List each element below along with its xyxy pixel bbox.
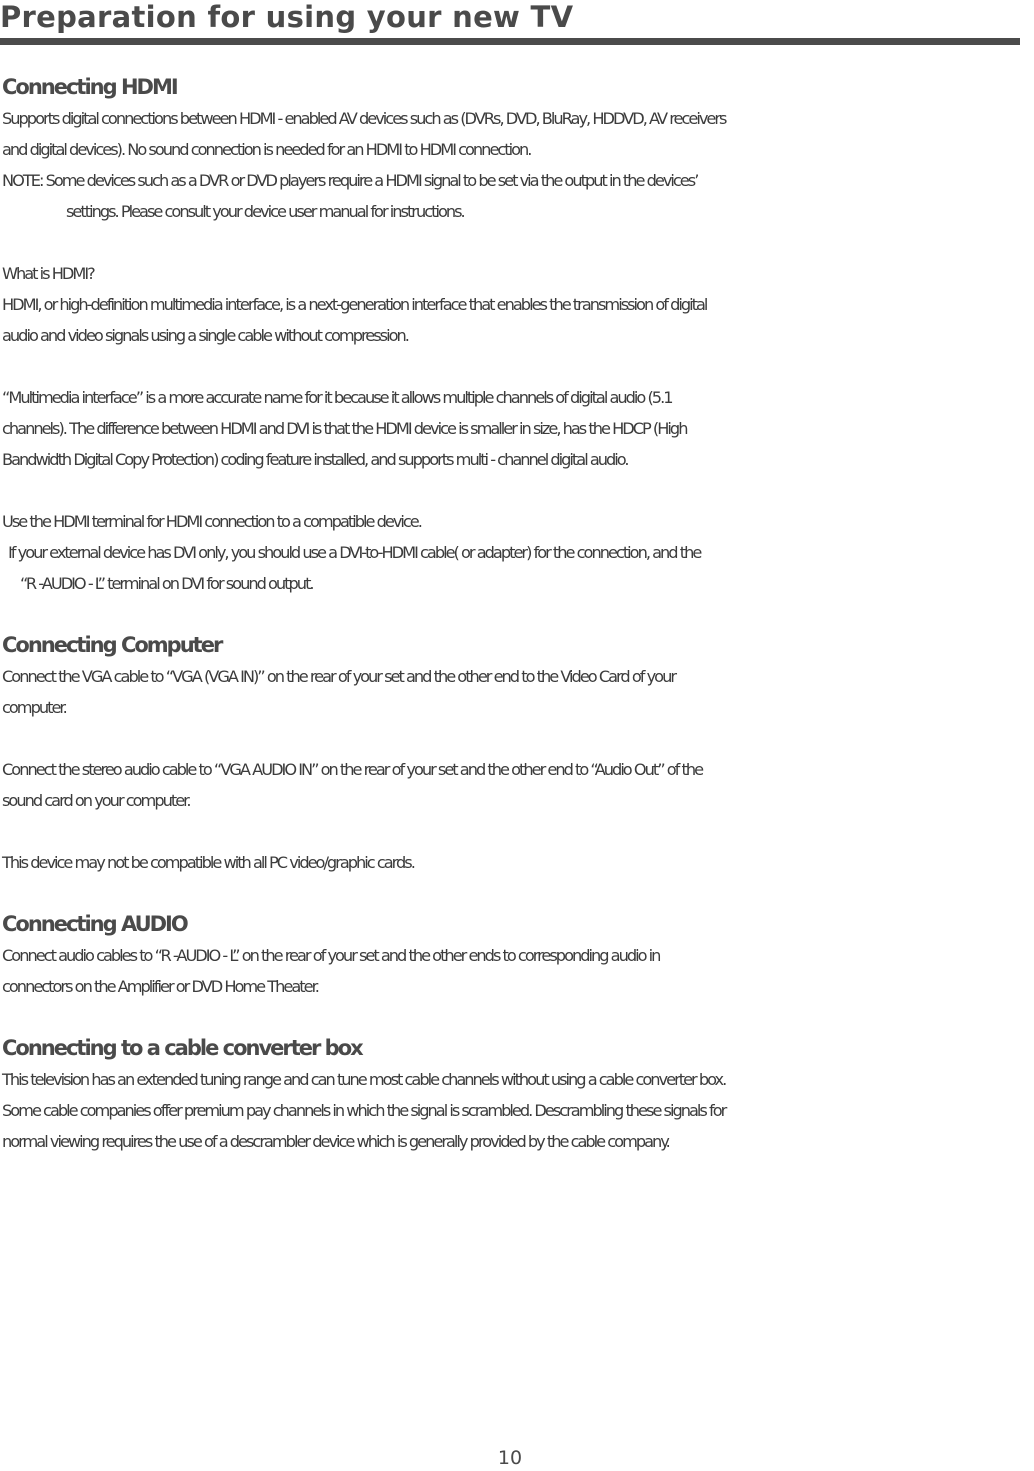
computer-audio-paragraph	[2, 754, 1032, 816]
text-line: and digital devices). No sound connection is needed for an HDMI to HDMI connection.	[2, 140, 531, 159]
text-line: Use the HDMI terminal for HDMI connection to a compatible device.	[2, 512, 421, 531]
text-line: computer.	[2, 698, 66, 717]
text-line: Supports digital connections between HDMI - enabled AV devices such as (DVRs, DVD, BluRay, HDDVD, AV receivers	[2, 109, 726, 128]
text-line: audio and video signals using a single cable without compression.	[2, 326, 408, 345]
text-line: normal viewing requires the use of a descrambler device which is generally provided by the cable company.	[2, 1132, 669, 1151]
text-line: This device may not be compatible with all PC video/graphic cards.	[2, 853, 414, 872]
text-line: HDMI, or high-definition multimedia interface, is a next-generation interface that enables the transmission of digital	[2, 295, 707, 314]
text-line: Bandwidth Digital Copy Protection) coding feature installed, and supports multi - channel digital audio.	[2, 450, 628, 469]
text-line: Connect audio cables to “R -AUDIO - L” on the rear of your set and the other ends to corresponding audio in	[2, 946, 660, 965]
hdmi-terminal-paragraph	[2, 506, 1032, 599]
text-line: sound card on your computer.	[2, 791, 190, 810]
text-line: settings. Please consult your device user manual for instructions.	[66, 202, 464, 221]
spacer	[2, 227, 1032, 258]
text-line: NOTE: Some devices such as a DVR or DVD players require a HDMI signal to be set via the output in the devices’	[2, 171, 698, 190]
text-line: Connect the stereo audio cable to “VGA AUDIO IN” on the rear of your set and the other end to “Audio Out” of the	[2, 760, 703, 779]
cable-box-paragraph	[2, 1064, 1032, 1157]
text-line: Connect the VGA cable to “VGA (VGA IN)” on the rear of your set and the other end to the Video Card of your	[2, 667, 675, 686]
hdmi-note-paragraph	[2, 165, 1032, 227]
spacer	[2, 723, 1032, 754]
section-heading-audio: Connecting AUDIO	[2, 912, 187, 936]
page-content	[2, 72, 1032, 1157]
text-line: If your external device has DVI only, you should use a DVI-to-HDMI cable( or adapter) for the connection, and the	[8, 543, 701, 562]
what-is-hdmi-heading: What is HDMI?	[2, 264, 94, 283]
section-hdmi	[2, 72, 1032, 599]
title-rule	[0, 38, 1020, 45]
text-line: connectors on the Amplifier or DVD Home Theater.	[2, 977, 318, 996]
spacer	[2, 475, 1032, 506]
text-line: channels). The difference between HDMI and DVI is that the HDMI device is smaller in size, has the HDCP (High	[2, 419, 687, 438]
section-cable-box	[2, 1033, 1032, 1157]
computer-vga-paragraph	[2, 661, 1032, 723]
spacer	[2, 351, 1032, 382]
what-is-hdmi-paragraph	[2, 258, 1032, 351]
section-audio	[2, 909, 1032, 1002]
audio-paragraph	[2, 940, 1032, 1002]
section-heading-cable-box: Connecting to a cable converter box	[2, 1036, 362, 1060]
text-line: “R -AUDIO - L” terminal on DVI for sound output.	[20, 574, 313, 593]
spacer	[2, 816, 1032, 847]
section-computer	[2, 630, 1032, 878]
text-line: Some cable companies offer premium pay channels in which the signal is scrambled. Descrambling these signals for	[2, 1101, 726, 1120]
section-heading-computer: Connecting Computer	[2, 633, 222, 657]
spacer	[2, 1002, 1032, 1033]
hdmi-intro-paragraph	[2, 103, 1032, 165]
spacer	[2, 599, 1032, 630]
spacer	[2, 878, 1032, 909]
page-number: 10	[497, 1447, 523, 1469]
page-title: Preparation for using your new TV	[0, 0, 574, 34]
text-line: This television has an extended tuning range and can tune most cable channels without using a cable converter box.	[2, 1070, 726, 1089]
multimedia-interface-paragraph	[2, 382, 1032, 475]
computer-compat-paragraph	[2, 847, 1032, 878]
section-heading-hdmi: Connecting HDMI	[2, 75, 177, 99]
text-line: “Multimedia interface” is a more accurate name for it because it allows multiple channels of digital audio (5.1	[2, 388, 672, 407]
